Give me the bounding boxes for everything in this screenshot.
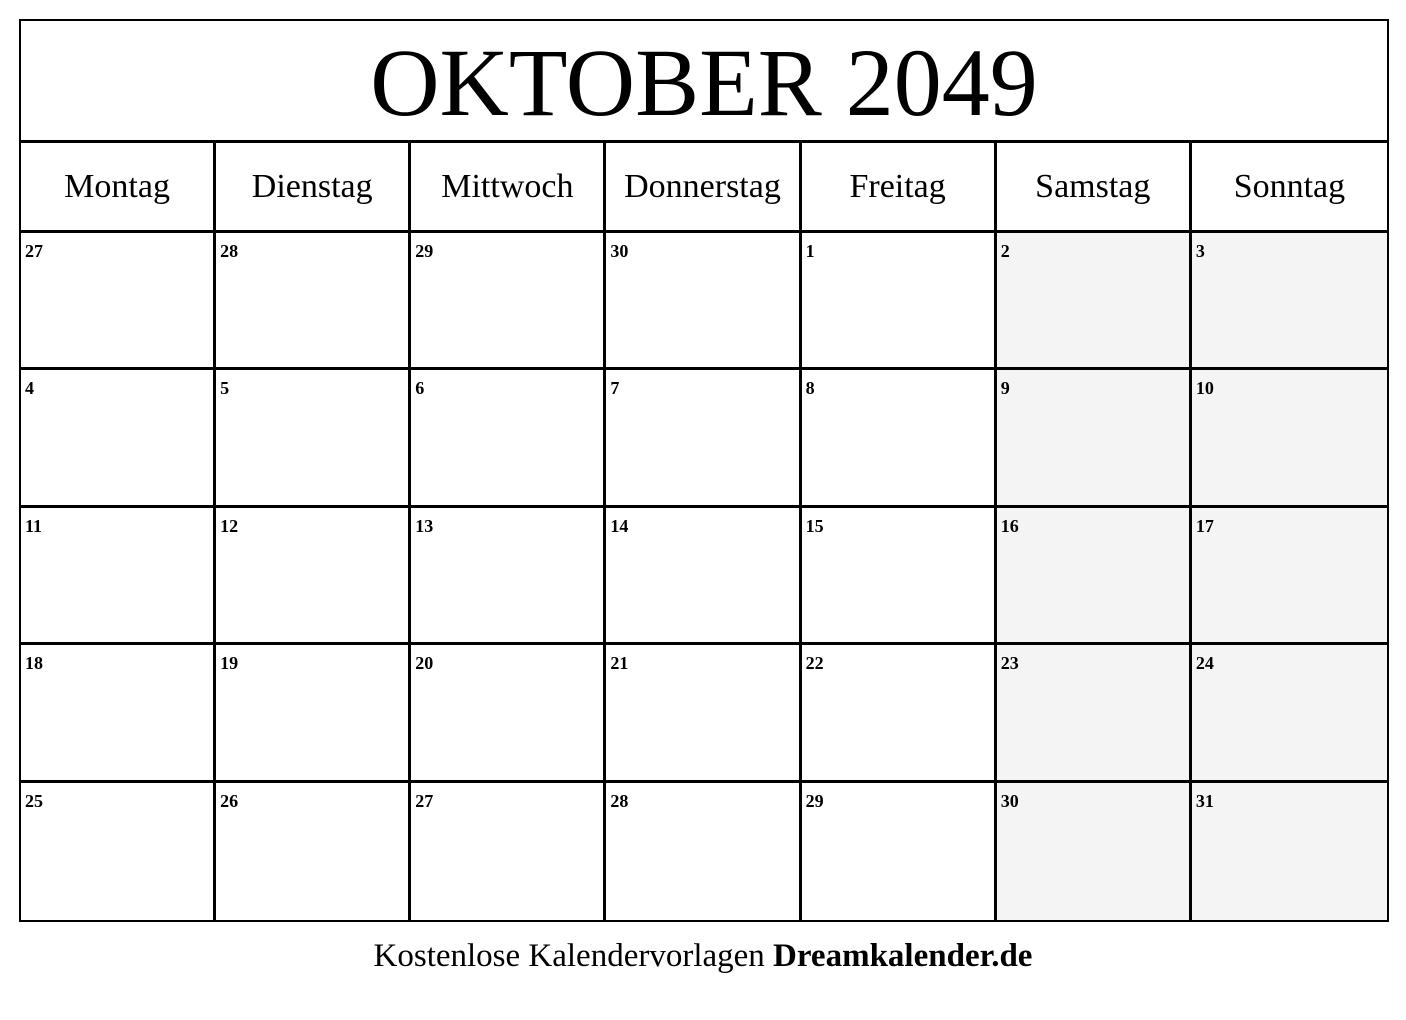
day-cell: [606, 508, 801, 645]
day-number: 28: [610, 790, 629, 811]
day-cell: [411, 370, 606, 507]
weekday-tuesday: Dienstag: [216, 143, 411, 230]
day-cell: [802, 233, 997, 370]
weekday-saturday: Samstag: [997, 143, 1192, 230]
day-cell: [1192, 783, 1387, 920]
calendar: [19, 19, 1389, 922]
weekday-thursday: Donnerstag: [606, 143, 801, 230]
day-number: 6: [415, 378, 425, 399]
day-number: 11: [25, 515, 43, 536]
day-cell: [1192, 370, 1387, 507]
day-cell: [21, 233, 216, 370]
calendar-title: OKTOBER 2049: [21, 21, 1387, 143]
day-cell: [411, 645, 606, 782]
day-number: 29: [415, 241, 434, 261]
day-number: 17: [1195, 515, 1214, 536]
day-number: 7: [610, 378, 620, 399]
day-number: 25: [25, 790, 43, 811]
day-number: 30: [610, 241, 629, 261]
day-number: 19: [220, 653, 239, 674]
day-number: 28: [220, 241, 239, 261]
footer-text: Kostenlose Kalendervorlagen: [373, 938, 765, 974]
day-number: 20: [415, 653, 434, 674]
day-number: 27: [415, 790, 434, 811]
day-number: 30: [1000, 790, 1019, 811]
day-number: 21: [610, 653, 629, 674]
day-number: 4: [25, 378, 34, 399]
day-number: 26: [220, 790, 239, 811]
day-cell: [802, 508, 997, 645]
day-cell: [1192, 508, 1387, 645]
day-cell: [997, 508, 1192, 645]
day-cell: [1192, 233, 1387, 370]
day-cell: [411, 233, 606, 370]
day-cell: [606, 370, 801, 507]
day-cell: [21, 508, 216, 645]
day-number: 14: [610, 515, 629, 536]
day-cell: [802, 783, 997, 920]
day-cell: [216, 508, 411, 645]
day-cell: [606, 645, 801, 782]
day-number: 5: [220, 378, 230, 399]
day-cell: [1192, 645, 1387, 782]
day-cell: [21, 645, 216, 782]
day-grid: [21, 233, 1387, 920]
weekday-monday: Montag: [21, 143, 216, 230]
day-cell: [411, 783, 606, 920]
day-cell: [997, 645, 1192, 782]
day-number: 27: [25, 241, 43, 261]
day-cell: [216, 370, 411, 507]
day-cell: [802, 645, 997, 782]
day-cell: [216, 233, 411, 370]
weekday-sunday: Sonntag: [1233, 167, 1346, 205]
day-cell: [606, 233, 801, 370]
day-cell: [21, 370, 216, 507]
footer-brand: Dreamkalender.de: [773, 938, 1033, 974]
day-cell: [216, 645, 411, 782]
day-number: 16: [1000, 515, 1019, 536]
day-cell: [411, 508, 606, 645]
day-number: 13: [415, 515, 434, 536]
day-cell: [802, 370, 997, 507]
day-number: 24: [1195, 653, 1214, 674]
day-number: 1: [805, 241, 815, 261]
day-number: 9: [1000, 378, 1010, 399]
day-number: 22: [805, 653, 824, 674]
day-number: 3: [1195, 241, 1205, 261]
weekday-wednesday: Mittwoch: [411, 143, 606, 230]
day-number: 10: [1195, 378, 1214, 399]
day-number: 23: [1000, 653, 1019, 674]
footer: [0, 938, 1406, 975]
weekday-friday: Freitag: [802, 143, 997, 230]
day-cell: [21, 783, 216, 920]
day-cell: [997, 370, 1192, 507]
day-number: 12: [220, 515, 239, 536]
day-number: 31: [1195, 790, 1214, 811]
weekday-header-row: [21, 143, 1387, 233]
day-number: 15: [805, 515, 824, 536]
day-cell: [997, 783, 1192, 920]
day-cell: [606, 783, 801, 920]
day-number: 2: [1000, 241, 1010, 261]
day-cell: [997, 233, 1192, 370]
day-number: 18: [25, 653, 43, 674]
day-number: 8: [805, 378, 815, 399]
day-cell: [216, 783, 411, 920]
day-number: 29: [805, 790, 824, 811]
